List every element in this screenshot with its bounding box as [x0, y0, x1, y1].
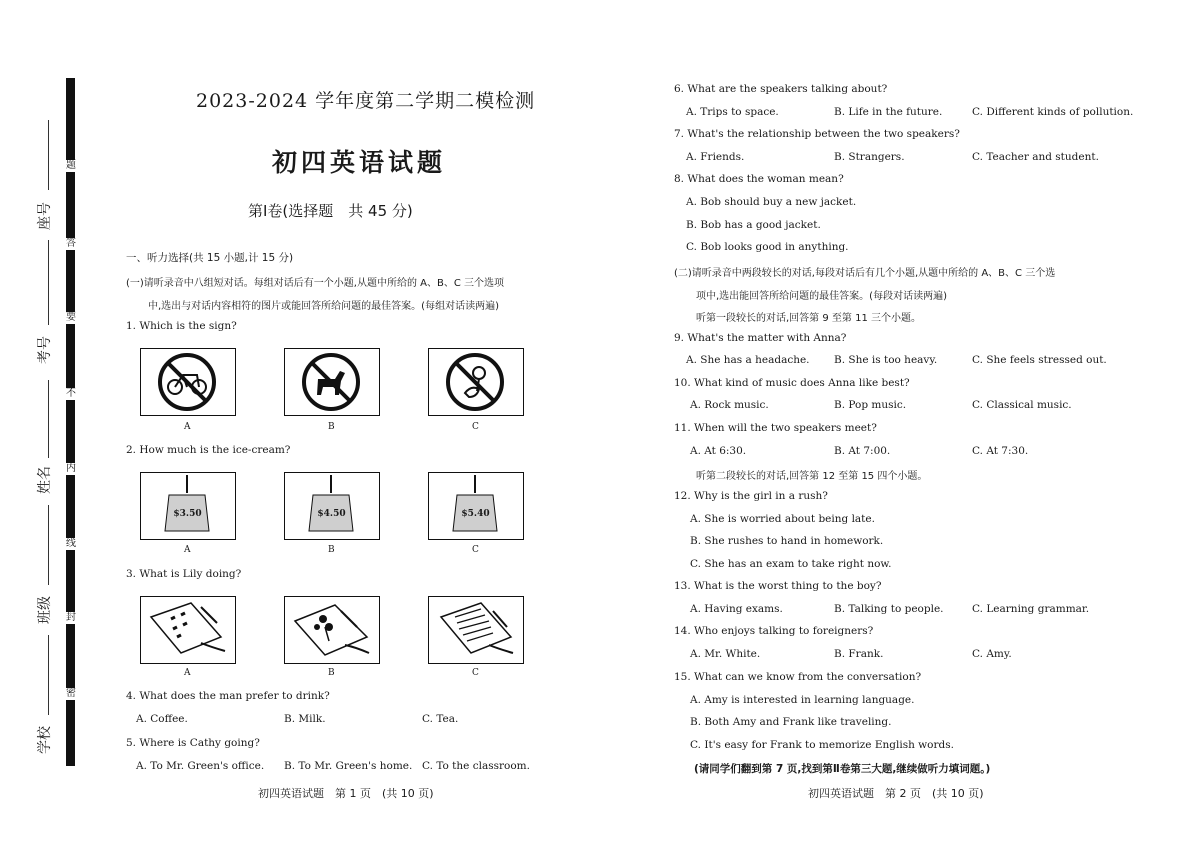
option-a: A. At 6:30.: [690, 445, 747, 457]
option-caption: B: [328, 545, 335, 555]
seal-char: 封: [66, 612, 76, 623]
question-stem: 12. Why is the girl in a rush?: [674, 490, 828, 502]
option-a: A. Friends.: [686, 151, 745, 163]
option-a: A. She has a headache.: [686, 354, 810, 366]
no-dogs-sign-image: [284, 348, 380, 416]
no-bicycle-sign-image: [140, 348, 236, 416]
school-label: 学校: [37, 726, 53, 754]
class-line: [48, 505, 49, 585]
question-stem: 7. What's the relationship between the two speakers?: [674, 128, 960, 140]
binding-bar: [66, 78, 75, 766]
seal-char: 要: [66, 312, 76, 323]
option-c: C. Bob looks good in anything.: [686, 241, 849, 253]
question-stem: 6. What are the speakers talking about?: [674, 83, 888, 95]
seat-number-line: [48, 120, 49, 190]
seal-char: 密: [66, 688, 76, 699]
option-caption: B: [328, 422, 335, 432]
seal-char: 答: [66, 238, 76, 249]
option-c: C. Different kinds of pollution.: [972, 106, 1134, 118]
price-tag-image: [140, 472, 236, 540]
price-tag-image: [428, 472, 524, 540]
option-a: A. She is worried about being late.: [690, 513, 875, 525]
option-a: A. To Mr. Green's office.: [136, 760, 265, 772]
price-label: $5.40: [461, 509, 490, 519]
option-a: A. Coffee.: [136, 713, 188, 725]
no-picking-flowers-sign-image: [428, 348, 524, 416]
option-caption: B: [328, 668, 335, 678]
option-b: B. She rushes to hand in homework.: [690, 535, 884, 547]
question-stem: 14. Who enjoys talking to foreigners?: [674, 625, 874, 637]
question-stem: 2. How much is the ice-cream?: [126, 444, 291, 456]
question-stem: 3. What is Lily doing?: [126, 568, 242, 580]
page-footer: 初四英语试题 第 2 页 (共 10 页): [808, 787, 984, 800]
option-c: C. Tea.: [422, 713, 459, 725]
option-c: C. She has an exam to take right now.: [690, 558, 892, 570]
question-stem: 4. What does the man prefer to drink?: [126, 690, 330, 702]
seat-number-label: 座号: [37, 202, 53, 230]
instruction-line: (二)请听录音中两段较长的对话,每段对话后有几个小题,从题中所给的 A、B、C 三个选: [674, 268, 1056, 279]
option-caption: C: [472, 668, 479, 678]
option-c: C. Amy.: [972, 648, 1012, 660]
instruction-line: 中,选出与对话内容相符的图片或能回答所给问题的最佳答案。(每组对话读两遍): [148, 301, 499, 312]
class-label: 班级: [37, 596, 53, 624]
exam-number-line: [48, 240, 49, 325]
option-b: B. Frank.: [834, 648, 884, 660]
school-line: [48, 635, 49, 715]
instruction-line: (一)请听录音中八组短对话。每组对话后有一个小题,从题中所给的 A、B、C 三个选项: [126, 278, 505, 289]
option-caption: A: [184, 422, 191, 432]
instruction-line: 听第二段较长的对话,回答第 12 至第 15 四个小题。: [696, 471, 928, 482]
question-stem: 10. What kind of music does Anna like best?: [674, 377, 910, 389]
price-tag-image: [284, 472, 380, 540]
option-a: A. Bob should buy a new jacket.: [686, 196, 857, 208]
drawing-flowers-image: [284, 596, 380, 664]
part-title: 第Ⅰ卷(选择题 共 45 分): [248, 202, 413, 220]
page-footer: 初四英语试题 第 1 页 (共 10 页): [258, 787, 434, 800]
question-stem: 11. When will the two speakers meet?: [674, 422, 877, 434]
question-stem: 5. Where is Cathy going?: [126, 737, 260, 749]
question-stem: 9. What's the matter with Anna?: [674, 332, 847, 344]
price-label: $4.50: [317, 509, 346, 519]
question-stem: 13. What is the worst thing to the boy?: [674, 580, 882, 592]
option-b: B. Talking to people.: [834, 603, 944, 615]
seal-char: 线: [66, 538, 76, 549]
option-a: A. Mr. White.: [690, 648, 761, 660]
writing-essay-image: [428, 596, 524, 664]
question-stem: 1. Which is the sign?: [126, 320, 237, 332]
option-c: C. At 7:30.: [972, 445, 1029, 457]
option-caption: A: [184, 668, 191, 678]
option-c: C. Classical music.: [972, 399, 1072, 411]
seal-char: 内: [66, 463, 76, 474]
option-a: A. Rock music.: [690, 399, 769, 411]
option-caption: C: [472, 422, 479, 432]
question-stem: 8. What does the woman mean?: [674, 173, 844, 185]
option-b: B. Both Amy and Frank like traveling.: [690, 716, 892, 728]
option-c: C. Learning grammar.: [972, 603, 1090, 615]
option-c: C. To the classroom.: [422, 760, 530, 772]
option-b: B. Pop music.: [834, 399, 907, 411]
option-c: C. She feels stressed out.: [972, 354, 1107, 366]
option-caption: A: [184, 545, 191, 555]
option-b: B. Life in the future.: [834, 106, 943, 118]
option-c: C. It's easy for Frank to memorize English words.: [690, 739, 954, 751]
option-b: B. Milk.: [284, 713, 326, 725]
seal-char: 题: [66, 160, 76, 171]
option-c: C. Teacher and student.: [972, 151, 1099, 163]
exam-number-label: 考号: [37, 336, 53, 364]
option-b: B. Strangers.: [834, 151, 905, 163]
option-b: B. She is too heavy.: [834, 354, 938, 366]
section-title: 一、听力选择(共 15 小题,计 15 分): [126, 252, 294, 264]
instruction-line: 项中,选出能回答所给问题的最佳答案。(每段对话读两遍): [696, 291, 947, 302]
question-stem: 15. What can we know from the conversation?: [674, 671, 922, 683]
seal-char: 不: [66, 388, 76, 399]
exam-title: 初四英语试题: [272, 148, 447, 177]
option-b: B. At 7:00.: [834, 445, 891, 457]
name-line: [48, 380, 49, 458]
instruction-line: 听第一段较长的对话,回答第 9 至第 11 三个小题。: [696, 313, 921, 324]
option-caption: C: [472, 545, 479, 555]
option-b: B. To Mr. Green's home.: [284, 760, 413, 772]
option-b: B. Bob has a good jacket.: [686, 219, 821, 231]
name-label: 姓名: [37, 466, 53, 494]
option-a: A. Trips to space.: [686, 106, 779, 118]
exam-term-title: 2023-2024 学年度第二学期二模检测: [196, 90, 536, 112]
calligraphy-image: [140, 596, 236, 664]
option-a: A. Amy is interested in learning language.: [690, 694, 915, 706]
option-a: A. Having exams.: [690, 603, 783, 615]
continue-note: (请同学们翻到第 7 页,找到第Ⅱ卷第三大题,继续做听力填词题。): [694, 763, 991, 775]
price-label: $3.50: [173, 509, 202, 519]
